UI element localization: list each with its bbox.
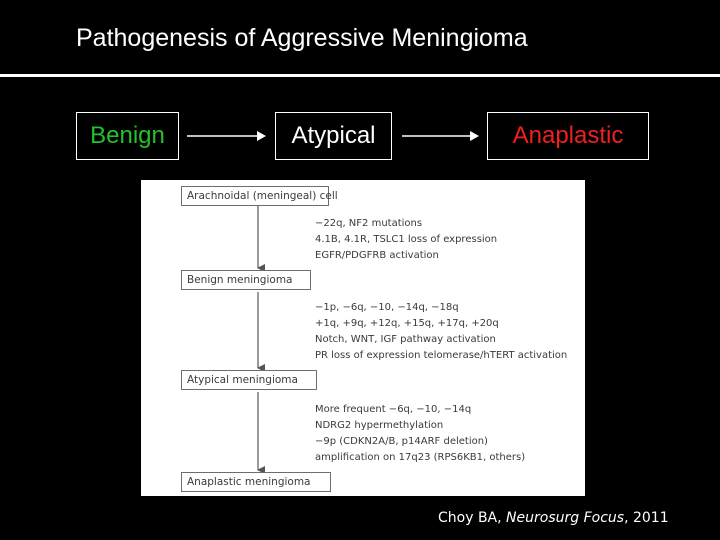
slide-title: Pathogenesis of Aggressive Meningioma: [76, 24, 528, 52]
note-line: amplification on 17q23 (RPS6KB1, others): [315, 452, 526, 463]
stage-benign-label: Benign: [90, 122, 165, 149]
stage-atypical-box: [275, 112, 392, 160]
pathogenesis-figure: [141, 180, 585, 496]
note-line: NDRG2 hypermethylation: [315, 420, 444, 431]
box-atypical-meningioma: [181, 370, 317, 390]
citation: [438, 510, 669, 526]
stage-anaplastic-box: [487, 112, 649, 160]
notes-benign-to-atypical: [315, 300, 567, 364]
citation-author: Choy BA,: [438, 510, 502, 526]
stage-atypical-label: Atypical: [291, 122, 376, 149]
box-arachnoidal-cell: [181, 186, 338, 206]
note-line: −9p (CDKN2A/B, p14ARF deletion): [315, 436, 488, 447]
title-divider: [0, 74, 720, 77]
note-line: −1p, −6q, −10, −14q, −18q: [315, 302, 459, 313]
citation-year: , 2011: [624, 510, 669, 526]
arrow-atypical-to-anaplastic: [402, 128, 480, 144]
citation-journal: Neurosurg Focus: [506, 510, 625, 526]
note-line: −22q, NF2 mutations: [315, 218, 423, 229]
box-benign-meningioma: [181, 270, 311, 290]
box-benign-meningioma-label: Benign meningioma: [187, 274, 293, 286]
notes-atypical-to-anaplastic: [315, 402, 525, 466]
note-line: Notch, WNT, IGF pathway activation: [315, 334, 496, 345]
box-atypical-meningioma-label: Atypical meningioma: [187, 374, 298, 386]
note-line: EGFR/PDGFRB activation: [315, 250, 439, 261]
note-line: PR loss of expression telomerase/hTERT activation: [315, 350, 568, 361]
box-anaplastic-meningioma-label: Anaplastic meningioma: [187, 476, 311, 488]
note-line: 4.1B, 4.1R, TSLC1 loss of expression: [315, 234, 498, 245]
box-anaplastic-meningioma: [181, 472, 331, 492]
note-line: +1q, +9q, +12q, +15q, +17q, +20q: [315, 318, 499, 329]
stage-anaplastic-label: Anaplastic: [512, 122, 624, 149]
note-line: More frequent −6q, −10, −14q: [315, 404, 472, 415]
stage-benign-box: [76, 112, 179, 160]
notes-cell-to-benign: [315, 216, 497, 264]
arrow-benign-to-atypical: [187, 128, 267, 144]
box-arachnoidal-cell-label: Arachnoidal (meningeal) cell: [187, 190, 338, 202]
